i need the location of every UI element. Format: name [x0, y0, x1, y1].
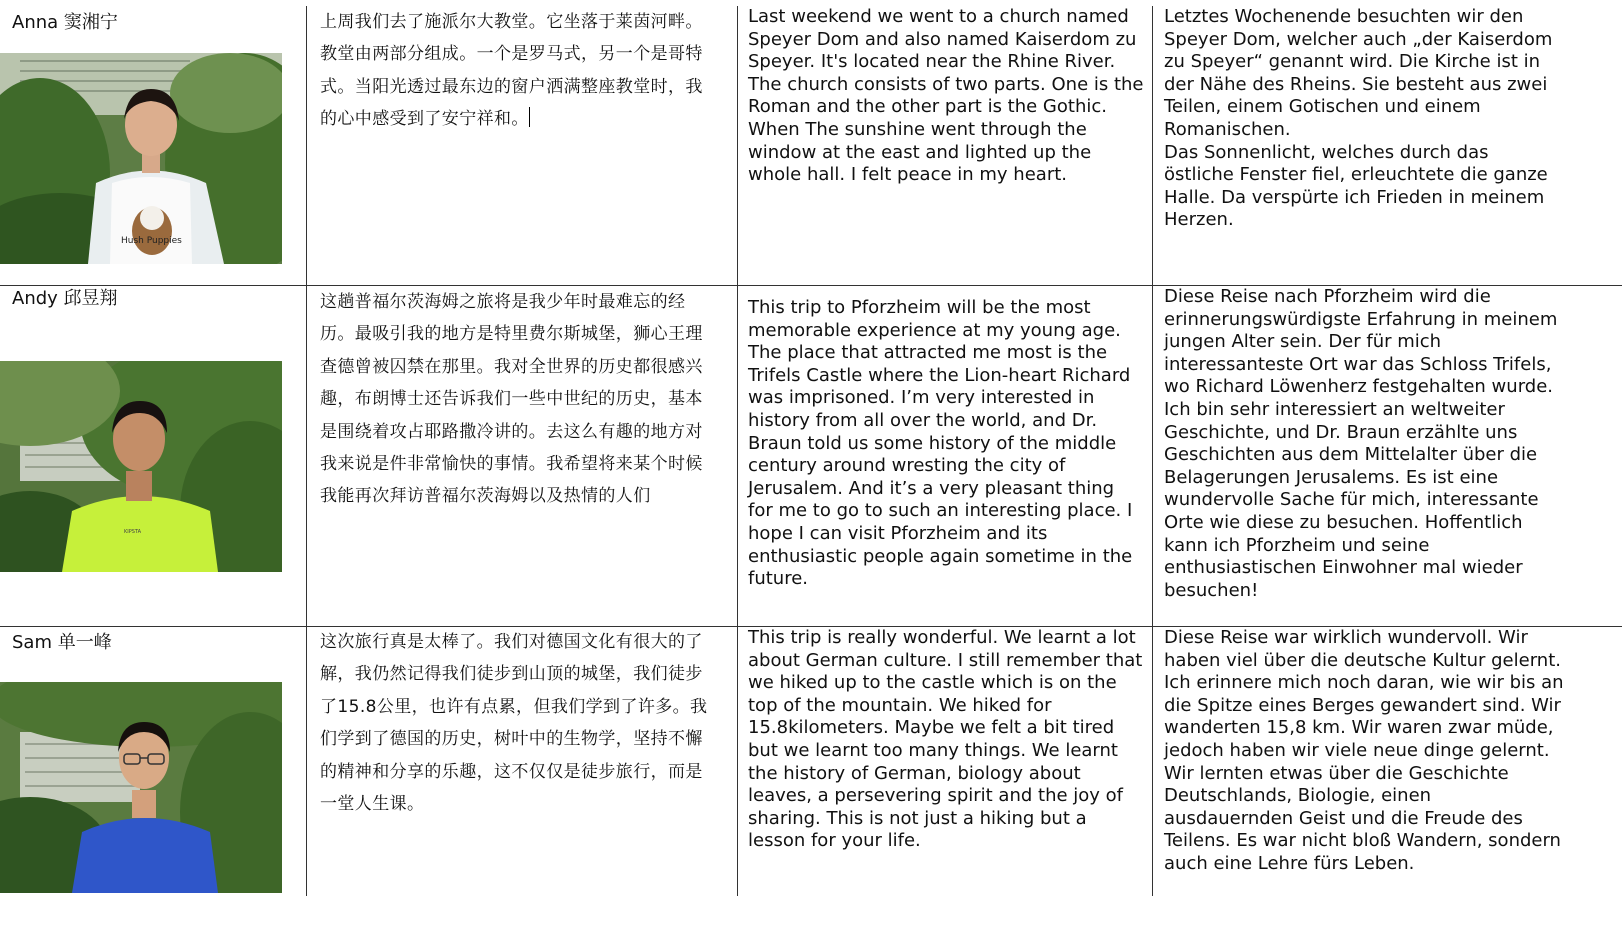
english-text: Last weekend we went to a church named Speyer Dom and also named Kaiserdom zu Speyer. It's located near the Rhine River. The church consists of two parts. One is the Roman and the other part is the Gothic. When The sunshine went through the window at the east and lighted up the whole hall. I felt peace in my heart.: [748, 6, 1150, 186]
student-name: Andy 邱昱翔: [12, 288, 118, 309]
shirt-logo-text: Hush Puppies: [121, 236, 182, 246]
student-name: Sam 单一峰: [12, 632, 112, 653]
student-photo: [0, 682, 282, 893]
german-text: Letztes Wochenende besuchten wir den Speyer Dom, welcher auch „der Kaiserdom zu Speyer“ genannt wird. Die Kirche ist in der Nähe des Rheins. Sie besteht aus zwei Teilen, einem Gotischen und einem Romanischen. Das Sonnenlicht, welches durch das östliche Fenster fiel, erleuchtete die ganze Halle. Da verspürte ich Frieden in meinem Herzen.: [1164, 6, 1553, 231]
chinese-text: 这趟普福尔茨海姆之旅将是我少年时最难忘的经历。最吸引我的地方是特里费尔斯城堡，狮心王理查德曾被囚禁在那里。我对全世界的历史都很感兴趣，布朗博士还告诉我们一些中世纪的历史，基本是围绕着攻占耶路撒冷讲的。去这么有趣的地方对我来说是件非常愉快的事情。我希望将来某个时候我能再次拜访普福尔茨海姆以及热情的人们: [320, 292, 703, 507]
english-text: This trip to Pforzheim will be the most memorable experience at my young age. The place that attracted me most is the Trifels Castle where the Lion-heart Richard was imprisoned. I’m very interested in history from all over the world, and Dr. Braun told us some history of the middle century around wresting the city of Jerusalem. And it’s a very pleasant thing for me to go to such an interesting place. I hope I can visit Pforzheim and its enthusiastic people again sometime in the future.: [748, 297, 1139, 590]
text-cursor: [529, 107, 530, 127]
student-photo: [0, 53, 282, 264]
column-divider-1: [306, 6, 307, 896]
chinese-text: 这次旅行真是太棒了。我们对德国文化有很大的了解，我仍然记得我们徒步到山顶的城堡，我们徒步了15.8公里，也许有点累，但我们学到了许多。我们学到了德国的历史，树叶中的生物学，坚持不懈的精神和分享的乐趣，这不仅仅是徒步旅行，而是一堂人生课。: [320, 632, 708, 815]
german-text: Diese Reise nach Pforzheim wird die erinnerungswürdigste Erfahrung in meinem jungen Alter sein. Der für mich interessanteste Ort war das Schloss Trifels, wo Richard Löwenherz festgehalten wurde. Ich bin sehr interessiert an weltweiter Geschichte, und Dr. Braun erzählte uns Geschichten aus dem Mittelalter über die Belagerungen Jerusalems. Es ist eine wundervolle Sache für mich, interessante Orte wie diese zu besuchen. Hoffentlich kann ich Pforzheim und seine enthusiastischen Einwohner mal wieder besuchen!: [1164, 286, 1564, 601]
student-name: Anna 窦湘宁: [12, 12, 118, 33]
chinese-text-content: 上周我们去了施派尔大教堂。它坐落于莱茵河畔。教堂由两部分组成。一个是罗马式，另一个是哥特式。当阳光透过最东边的窗户洒满整座教堂时，我的心中感受到了安宁祥和。: [320, 12, 703, 130]
column-divider-3: [1152, 6, 1153, 896]
english-text: This trip is really wonderful. We learnt a lot about German culture. I still remember that we hiked up to the castle which is on the top of the mountain. We hiked for 15.8kilometers. Maybe we felt a bit tired but we learnt too many things. We learnt the history of German, biology about leaves, a persevering spirit and the joy of sharing. This is not just a hiking but a lesson for your life.: [748, 627, 1149, 852]
german-text: Diese Reise war wirklich wundervoll. Wir haben viel über die deutsche Kultur gelernt. Ich erinnere mich noch daran, wie wir bis an die Spitze eines Berges gewandert sind. Wir wanderten 15,8 km. Wir waren zwar müde, jedoch haben wir viele neue dinge gelernt. Wir lernten etwas über die Geschichte Deutschlands, Biologie, einen ausdauernden Geist und die Freude des Teilens. Es war nicht bloß Wandern, sondern auch eine Lehre fürs Leben.: [1164, 627, 1570, 874]
chinese-text: [320, 6, 716, 136]
student-photo: [0, 361, 282, 572]
column-divider-2: [737, 6, 738, 896]
shirt-logo-text: KIPSTA: [124, 529, 142, 535]
